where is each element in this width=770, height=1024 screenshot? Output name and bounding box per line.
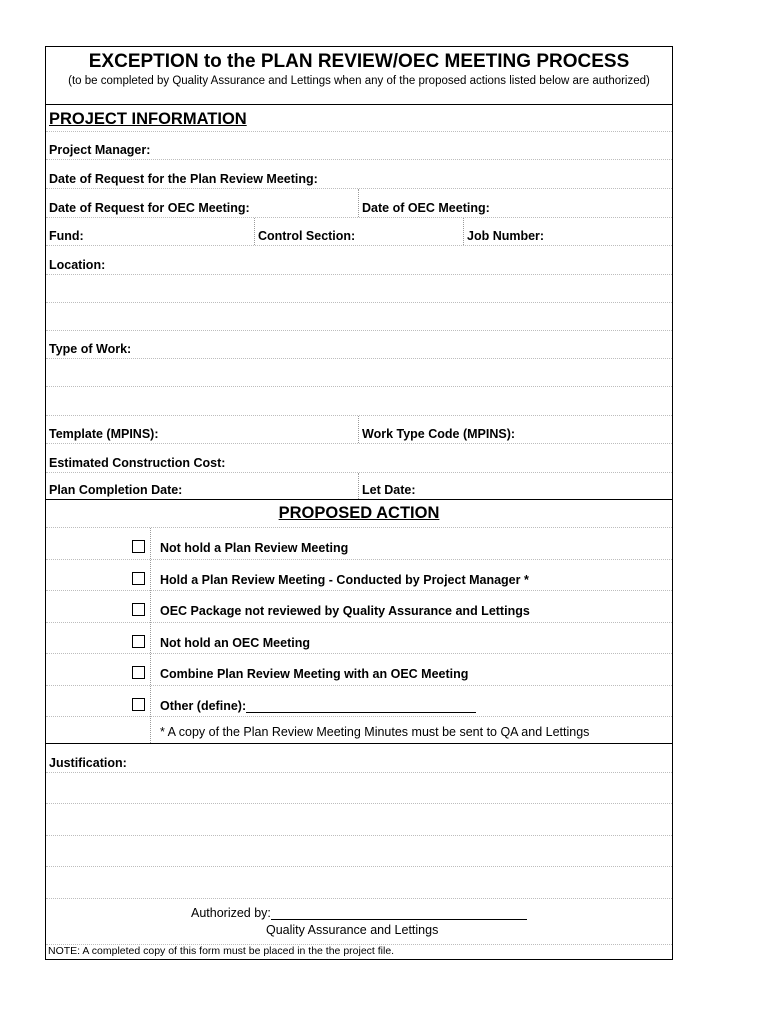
justification-line-5[interactable]: [46, 867, 672, 899]
template-row: [46, 416, 672, 444]
estimated-cost-field[interactable]: [46, 444, 672, 473]
checkbox[interactable]: [132, 603, 145, 616]
work-type-code-label: Work Type Code (MPINS):: [362, 427, 516, 441]
date-request-plan-review-field[interactable]: [46, 160, 672, 189]
authorized-by-label: Authorized by:: [191, 906, 271, 920]
form-note: NOTE: A completed copy of this form must be placed in the the project file.: [48, 945, 395, 957]
footnote: * A copy of the Plan Review Meeting Minutes must be sent to QA and Lettings: [160, 725, 590, 739]
justification-label: Justification:: [49, 756, 127, 770]
exception-form: [45, 46, 673, 960]
date-request-plan-review-label: Date of Request for the Plan Review Meeting:: [49, 172, 318, 186]
option-not-hold-oec[interactable]: [46, 623, 672, 654]
date-request-oec-label: Date of Request for OEC Meeting:: [49, 201, 250, 215]
location-line-2[interactable]: [46, 275, 672, 303]
option-oec-not-reviewed[interactable]: [46, 591, 672, 623]
divider: [254, 218, 255, 245]
option-label: Hold a Plan Review Meeting - Conducted by Project Manager *: [160, 573, 529, 587]
location-label: Location:: [49, 258, 106, 272]
form-title: EXCEPTION to the PLAN REVIEW/OEC MEETING PROCESS: [88, 51, 630, 72]
let-date-label: Let Date:: [362, 483, 416, 497]
form-header: [46, 47, 672, 105]
type-of-work-field[interactable]: [46, 331, 672, 359]
justification-line-4[interactable]: [46, 836, 672, 867]
template-label: Template (MPINS):: [49, 427, 159, 441]
divider: [358, 416, 359, 443]
authorization-block: [46, 899, 672, 945]
footnote-row: [46, 717, 672, 744]
signer-title: Quality Assurance and Lettings: [266, 923, 439, 937]
justification-field[interactable]: [46, 744, 672, 773]
option-other[interactable]: [46, 686, 672, 717]
checkbox[interactable]: [132, 635, 145, 648]
proposed-action-heading: PROPOSED ACTION: [278, 504, 440, 522]
estimated-cost-label: Estimated Construction Cost:: [49, 456, 226, 470]
fund-row: [46, 218, 672, 246]
option-combine-meetings[interactable]: [46, 654, 672, 686]
authorized-by: [191, 906, 527, 920]
fund-label: Fund:: [49, 229, 84, 243]
checkbox[interactable]: [132, 666, 145, 679]
job-number-label: Job Number:: [467, 229, 545, 243]
other-define-blank[interactable]: [246, 700, 476, 713]
option-label: OEC Package not reviewed by Quality Assurance and Lettings: [160, 604, 530, 618]
divider: [463, 218, 464, 245]
type-of-work-line-3[interactable]: [46, 387, 672, 416]
divider: [358, 473, 359, 499]
justification-line-3[interactable]: [46, 804, 672, 836]
option-hold-plan-review-pm[interactable]: [46, 560, 672, 591]
project-info-heading: PROJECT INFORMATION: [49, 110, 247, 128]
project-manager-label: Project Manager:: [49, 143, 151, 157]
other-define-label: Other (define):: [160, 699, 247, 713]
plan-completion-date-label: Plan Completion Date:: [49, 483, 183, 497]
type-of-work-label: Type of Work:: [49, 342, 132, 356]
option-label: Not hold a Plan Review Meeting: [160, 541, 349, 555]
date-oec-label: Date of OEC Meeting:: [362, 201, 490, 215]
location-line-3[interactable]: [46, 303, 672, 331]
project-manager-field[interactable]: [46, 132, 672, 160]
option-not-hold-plan-review[interactable]: [46, 528, 672, 560]
justification-line-2[interactable]: [46, 773, 672, 804]
checkbox[interactable]: [132, 572, 145, 585]
type-of-work-line-2[interactable]: [46, 359, 672, 387]
oec-dates-row: [46, 189, 672, 218]
divider: [358, 189, 359, 217]
option-label: [160, 699, 476, 713]
control-section-label: Control Section:: [258, 229, 356, 243]
checkbox[interactable]: [132, 698, 145, 711]
signature-line[interactable]: [271, 907, 527, 920]
option-label: Not hold an OEC Meeting: [160, 636, 310, 650]
option-label: Combine Plan Review Meeting with an OEC Meeting: [160, 667, 469, 681]
form-subtitle: (to be completed by Quality Assurance and Lettings when any of the proposed actions listed below are authorized): [68, 75, 650, 87]
proposed-action-heading-row: [46, 500, 672, 528]
location-field[interactable]: [46, 246, 672, 275]
completion-row: [46, 473, 672, 500]
project-info-heading-row: [46, 104, 672, 132]
checkbox[interactable]: [132, 540, 145, 553]
